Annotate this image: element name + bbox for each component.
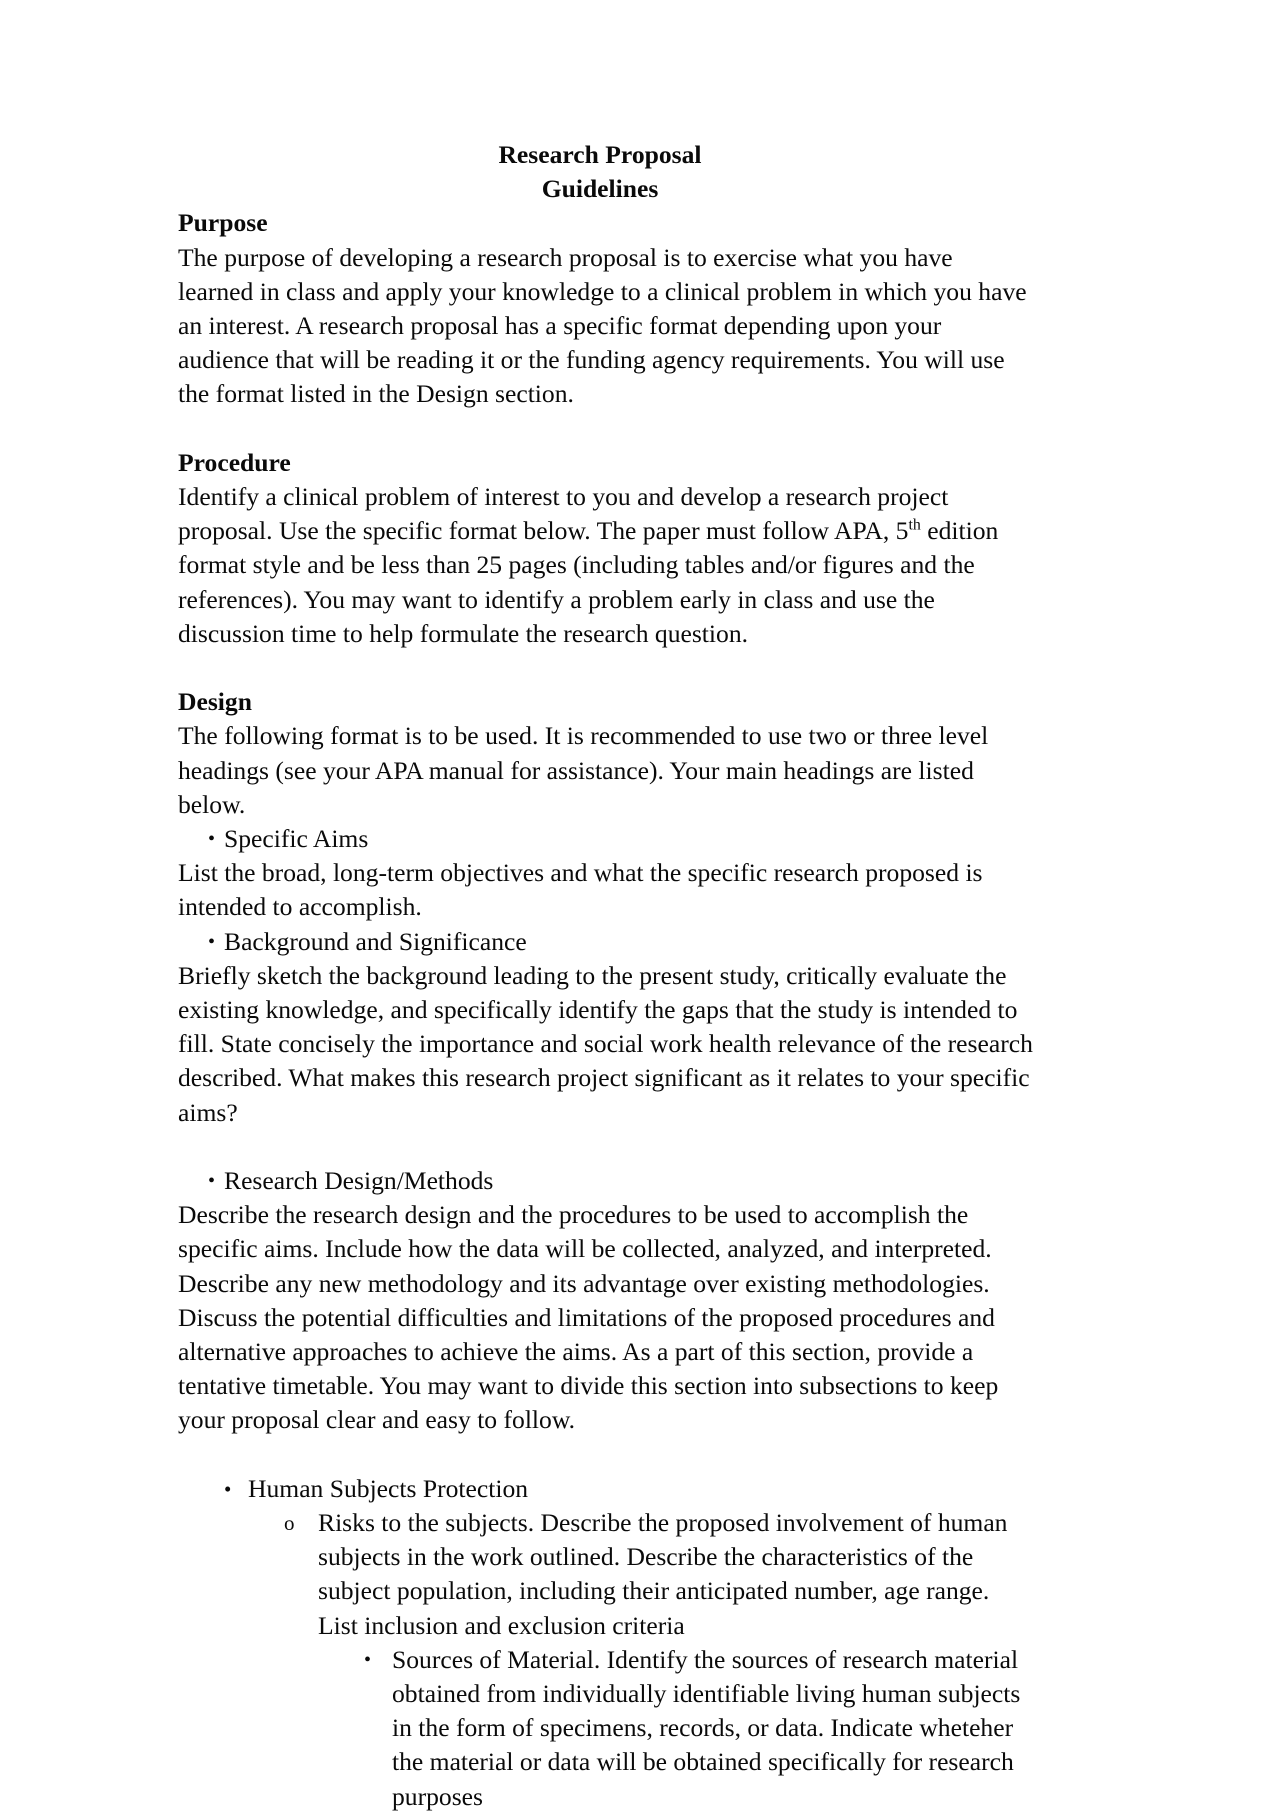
paragraph-research-design-methods: Describe the research design and the procedures to be used to accomplish the specific aims. Include how the data will be collected, analyzed, and interpreted. Describe any new methodology and its advantage over existing methodologies. Discuss the potential difficulties and limitations of the proposed procedures and alternative approaches to achieve the aims. As a part of this section, provide a tentative timetable. You may want to divide this section into subsections to keep your proposal clear and easy to follow.: [178, 1200, 999, 1435]
spacer: [178, 651, 1034, 685]
procedure-text-part-1: Identify a clinical problem of interest to you and develop a research project proposal. Use the specific format below. The paper must follow APA, 5: [178, 482, 949, 546]
spacer: [178, 1130, 1034, 1164]
spacer: [178, 412, 1034, 446]
bullet-filled-icon: •: [224, 1476, 232, 1501]
document-title-line-2: Guidelines: [541, 174, 659, 204]
paragraph-procedure: [178, 480, 1034, 651]
bullet-filled-icon: •: [364, 1648, 372, 1671]
document-title-line-1: Research Proposal: [498, 140, 702, 169]
bullet-filled-icon: •: [208, 930, 216, 953]
list-item-sources-of-material: [178, 1643, 1034, 1814]
paragraph-specific-aims: List the broad, long-term objectives and what the specific research proposed is intended to accomplish.: [178, 858, 983, 922]
list-item-text: Sources of Material. Identify the sources of research material obtained from individually identifiable living human subjects in the form of specimens, records, or data. Indicate wheteher the material or data will be obtained specifically for research purposes: [392, 1644, 1021, 1811]
procedure-text-part-2: edition format style and be less than 25 pages (including tables and/or figures and the references). You may want to identify a problem early in class and use the discussion time to help formulate the research question.: [178, 516, 999, 648]
list-item-text: Risks to the subjects. Describe the proposed involvement of human subjects in the work outlined. Describe the characteristics of the subject population, including their anticipated number, age range. List inclusion and exclusion criteria: [318, 1508, 1008, 1640]
paragraph-background-and-significance: Briefly sketch the background leading to the present study, critically evaluate the existing knowledge, and specifically identify the gaps that the study is intended to fill. State concisely the importance and social work health relevance of the research described. What makes this research project significant as it relates to your specific aims?: [178, 960, 1033, 1127]
list-item-background-and-significance: [178, 925, 1034, 959]
document-title: [166, 138, 1034, 206]
list-item-label: Human Subjects Protection: [248, 1473, 529, 1503]
bullet-filled-icon: •: [208, 1170, 216, 1193]
list-item-label: Specific Aims: [224, 824, 369, 854]
heading-procedure: Procedure: [178, 447, 291, 477]
list-item-risks-to-subjects: [178, 1506, 1034, 1643]
circle-hollow-icon: o: [284, 1511, 295, 1536]
heading-design: Design: [178, 687, 252, 717]
list-item-specific-aims: [178, 822, 1034, 856]
heading-purpose: Purpose: [178, 208, 268, 238]
spacer: [178, 1438, 1034, 1472]
paragraph-design-intro: The following format is to be used. It is recommended to use two or three level headings (see your APA manual for assistance). Your main headings are listed below.: [178, 721, 989, 819]
paragraph-purpose: The purpose of developing a research proposal is to exercise what you have learned in class and apply your knowledge to a clinical problem in which you have an interest. A research proposal has a specific format depending upon your audience that will be reading it or the funding agency requirements. You will use the format listed in the Design section.: [178, 242, 1027, 409]
list-item-label: Research Design/Methods: [224, 1166, 494, 1196]
procedure-ordinal-suffix: th: [908, 516, 921, 534]
list-item-research-design-methods: [178, 1164, 1034, 1198]
list-item-human-subjects-protection: [178, 1472, 1034, 1506]
document-body: [178, 138, 1034, 1814]
list-item-label: Background and Significance: [224, 926, 527, 956]
bullet-filled-icon: •: [208, 828, 216, 851]
